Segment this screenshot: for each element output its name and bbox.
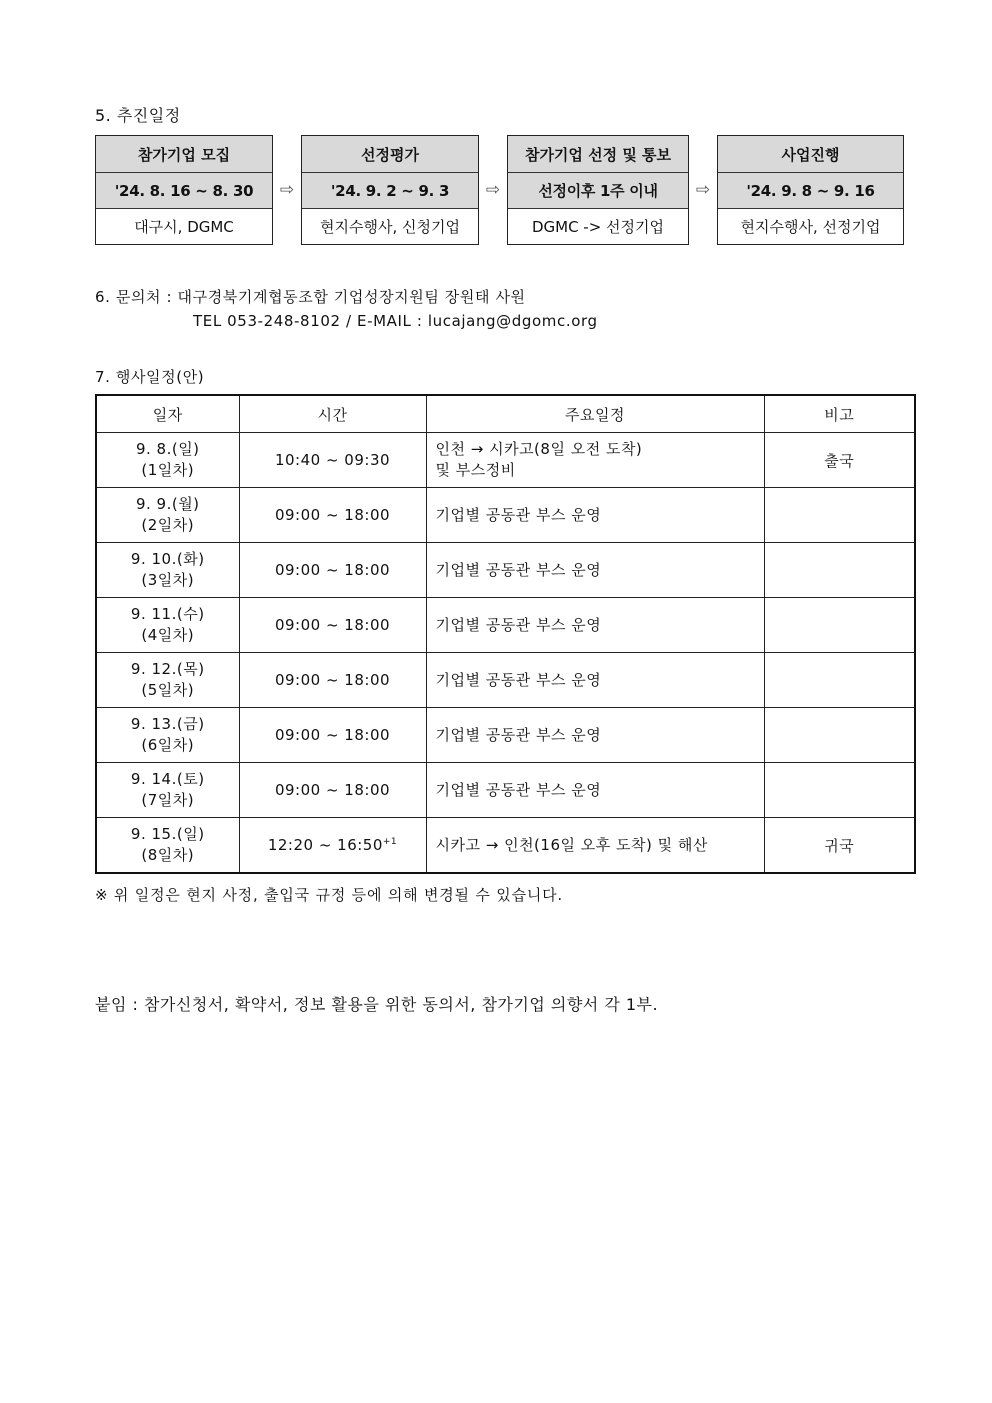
step-title: 참가기업 선정 및 통보 bbox=[508, 136, 688, 173]
contact-line: 6. 문의처 : 대구경북기계협동조합 기업성장지원팀 장원태 사원 bbox=[95, 288, 526, 306]
note-cell bbox=[764, 598, 915, 653]
date-value: 9. 13.(금) bbox=[130, 715, 205, 733]
step-date: '24. 9. 2 ~ 9. 3 bbox=[302, 173, 478, 209]
date-cell bbox=[96, 763, 239, 818]
table-row bbox=[96, 653, 915, 708]
table-row bbox=[96, 488, 915, 543]
date-value: 9. 14.(토) bbox=[130, 770, 205, 788]
time-cell bbox=[239, 543, 426, 598]
step-date: 선정이후 1주 이내 bbox=[508, 173, 688, 209]
time-cell bbox=[239, 433, 426, 488]
contact-details: TEL 053-248-8102 / E-MAIL : lucajang@dgomc.org bbox=[193, 312, 598, 330]
day-value: (2일차) bbox=[141, 516, 195, 534]
section5-title: 5. 추진일정 bbox=[95, 106, 181, 125]
process-step-2 bbox=[301, 135, 479, 245]
date-cell bbox=[96, 598, 239, 653]
plan-cell: 기업별 공동관 부스 운영 bbox=[426, 653, 764, 708]
process-step-3 bbox=[507, 135, 689, 245]
date-value: 9. 12.(목) bbox=[130, 660, 205, 678]
process-step-4 bbox=[717, 135, 904, 245]
date-value: 9. 11.(수) bbox=[130, 605, 205, 623]
date-value: 9. 10.(화) bbox=[130, 550, 205, 568]
table-row bbox=[96, 818, 915, 874]
note-cell bbox=[764, 708, 915, 763]
table-row bbox=[96, 433, 915, 488]
header-plan: 주요일정 bbox=[426, 395, 764, 433]
next-day-marker: +1 bbox=[382, 837, 398, 847]
plan-cell: 기업별 공동관 부스 운영 bbox=[426, 763, 764, 818]
arrow-right-icon: ⇨ bbox=[485, 180, 501, 200]
plan-cell: 시카고 → 인천(16일 오후 도착) 및 해산 bbox=[426, 818, 764, 874]
step-org: 현지수행사, 신청기업 bbox=[302, 209, 478, 244]
note-cell bbox=[764, 653, 915, 708]
table-row bbox=[96, 598, 915, 653]
step-title: 사업진행 bbox=[718, 136, 903, 173]
event-schedule-table bbox=[95, 394, 916, 874]
plan-value: 인천 → 시카고(8일 오전 도착) bbox=[435, 440, 643, 458]
date-value: 9. 9.(월) bbox=[135, 495, 200, 513]
day-value: (1일차) bbox=[141, 461, 195, 479]
time-value: 09:00 ~ 18:00 bbox=[274, 726, 391, 744]
header-time: 시간 bbox=[239, 395, 426, 433]
time-value: 09:00 ~ 18:00 bbox=[274, 781, 391, 799]
date-value: 9. 15.(일) bbox=[130, 825, 205, 843]
date-cell bbox=[96, 543, 239, 598]
date-cell bbox=[96, 653, 239, 708]
step-org: DGMC -> 선정기업 bbox=[508, 209, 688, 244]
note-cell: 귀국 bbox=[764, 818, 915, 874]
section7-title: 7. 행사일정(안) bbox=[95, 368, 205, 386]
step-org: 대구시, DGMC bbox=[96, 209, 272, 244]
time-value: 10:40 ~ 09:30 bbox=[274, 451, 391, 469]
attachment-line: 붙임 : 참가신청서, 확약서, 정보 활용을 위한 동의서, 참가기업 의향서 각 1부. bbox=[95, 995, 659, 1014]
process-step-1 bbox=[95, 135, 273, 245]
date-cell bbox=[96, 818, 239, 874]
day-value: (8일차) bbox=[141, 846, 195, 864]
plan-cell: 기업별 공동관 부스 운영 bbox=[426, 543, 764, 598]
header-date: 일자 bbox=[96, 395, 239, 433]
time-value: 12:20 ~ 16:50 bbox=[267, 836, 383, 854]
time-cell bbox=[239, 708, 426, 763]
step-title: 참가기업 모집 bbox=[96, 136, 272, 173]
table-header-row bbox=[96, 395, 915, 433]
header-note: 비고 bbox=[764, 395, 915, 433]
time-value: 09:00 ~ 18:00 bbox=[274, 671, 391, 689]
note-cell: 출국 bbox=[764, 433, 915, 488]
table-row bbox=[96, 543, 915, 598]
table-row bbox=[96, 763, 915, 818]
day-value: (6일차) bbox=[141, 736, 195, 754]
date-value: 9. 8.(일) bbox=[135, 440, 200, 458]
note-cell bbox=[764, 763, 915, 818]
time-value: 09:00 ~ 18:00 bbox=[274, 561, 391, 579]
note-cell bbox=[764, 543, 915, 598]
date-cell bbox=[96, 488, 239, 543]
plan-cell: 기업별 공동관 부스 운영 bbox=[426, 708, 764, 763]
day-value: (7일차) bbox=[141, 791, 195, 809]
step-date: '24. 9. 8 ~ 9. 16 bbox=[718, 173, 903, 209]
time-cell bbox=[239, 763, 426, 818]
time-cell bbox=[239, 818, 426, 874]
date-cell bbox=[96, 708, 239, 763]
schedule-footnote: ※ 위 일정은 현지 사정, 출입국 규정 등에 의해 변경될 수 있습니다. bbox=[95, 886, 564, 904]
arrow-right-icon: ⇨ bbox=[279, 180, 295, 200]
time-cell bbox=[239, 598, 426, 653]
arrow-right-icon: ⇨ bbox=[695, 180, 711, 200]
day-value: (5일차) bbox=[141, 681, 195, 699]
note-cell bbox=[764, 488, 915, 543]
date-cell bbox=[96, 433, 239, 488]
step-date: '24. 8. 16 ~ 8. 30 bbox=[96, 173, 272, 209]
day-value: (4일차) bbox=[141, 626, 195, 644]
plan-cell bbox=[426, 433, 764, 488]
time-value: 09:00 ~ 18:00 bbox=[274, 616, 391, 634]
step-title: 선정평가 bbox=[302, 136, 478, 173]
plan-cell: 기업별 공동관 부스 운영 bbox=[426, 488, 764, 543]
time-value: 09:00 ~ 18:00 bbox=[274, 506, 391, 524]
table-row bbox=[96, 708, 915, 763]
time-cell bbox=[239, 653, 426, 708]
plan-value-2: 및 부스정비 bbox=[435, 461, 516, 479]
step-org: 현지수행사, 선정기업 bbox=[718, 209, 903, 244]
day-value: (3일차) bbox=[141, 571, 195, 589]
plan-cell: 기업별 공동관 부스 운영 bbox=[426, 598, 764, 653]
time-cell bbox=[239, 488, 426, 543]
